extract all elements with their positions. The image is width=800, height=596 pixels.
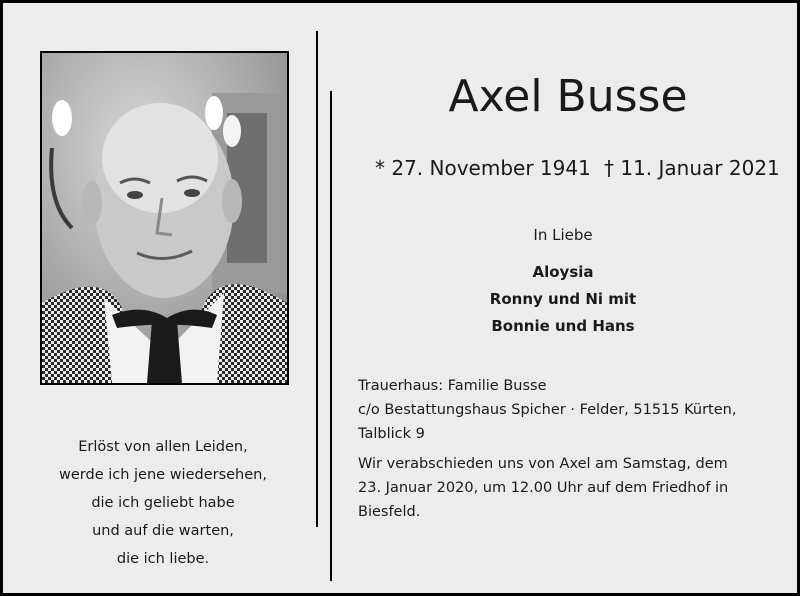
divider-line	[330, 91, 332, 581]
trauerhaus-line: Trauerhaus: Familie Busse	[358, 378, 547, 394]
mourner-list	[358, 259, 768, 340]
address-line: Talblick 9	[358, 426, 425, 442]
birth-date: * 27. November 1941	[375, 156, 591, 180]
address-line: c/o Bestattungshaus Spicher · Felder, 51515 Kürten,	[358, 402, 737, 418]
portrait-photo	[40, 51, 289, 385]
death-date: † 11. Januar 2021	[604, 156, 780, 180]
farewell-line: 23. Januar 2020, um 12.00 Uhr auf dem Friedhof in	[358, 480, 729, 496]
poem-line: werde ich jene wiedersehen,	[59, 467, 267, 483]
poem	[23, 433, 303, 573]
funeral-info	[358, 374, 778, 524]
in-love-label: In Liebe	[533, 226, 593, 244]
divider-line	[316, 31, 318, 527]
poem-line: die ich geliebt habe	[91, 495, 235, 511]
farewell-line: Biesfeld.	[358, 504, 421, 520]
poem-line: die ich liebe.	[116, 551, 210, 567]
portrait-illustration	[42, 53, 287, 383]
mourner-name: Bonnie und Hans	[491, 317, 635, 335]
poem-line: Erlöst von allen Leiden,	[78, 439, 248, 455]
mourner-name: Ronny und Ni mit	[489, 290, 637, 308]
poem-line: und auf die warten,	[92, 523, 234, 539]
deceased-name: Axel Busse	[448, 71, 688, 122]
farewell-line: Wir verabschieden uns von Axel am Samstag, dem	[358, 456, 728, 472]
mourner-name: Aloysia	[532, 263, 594, 281]
